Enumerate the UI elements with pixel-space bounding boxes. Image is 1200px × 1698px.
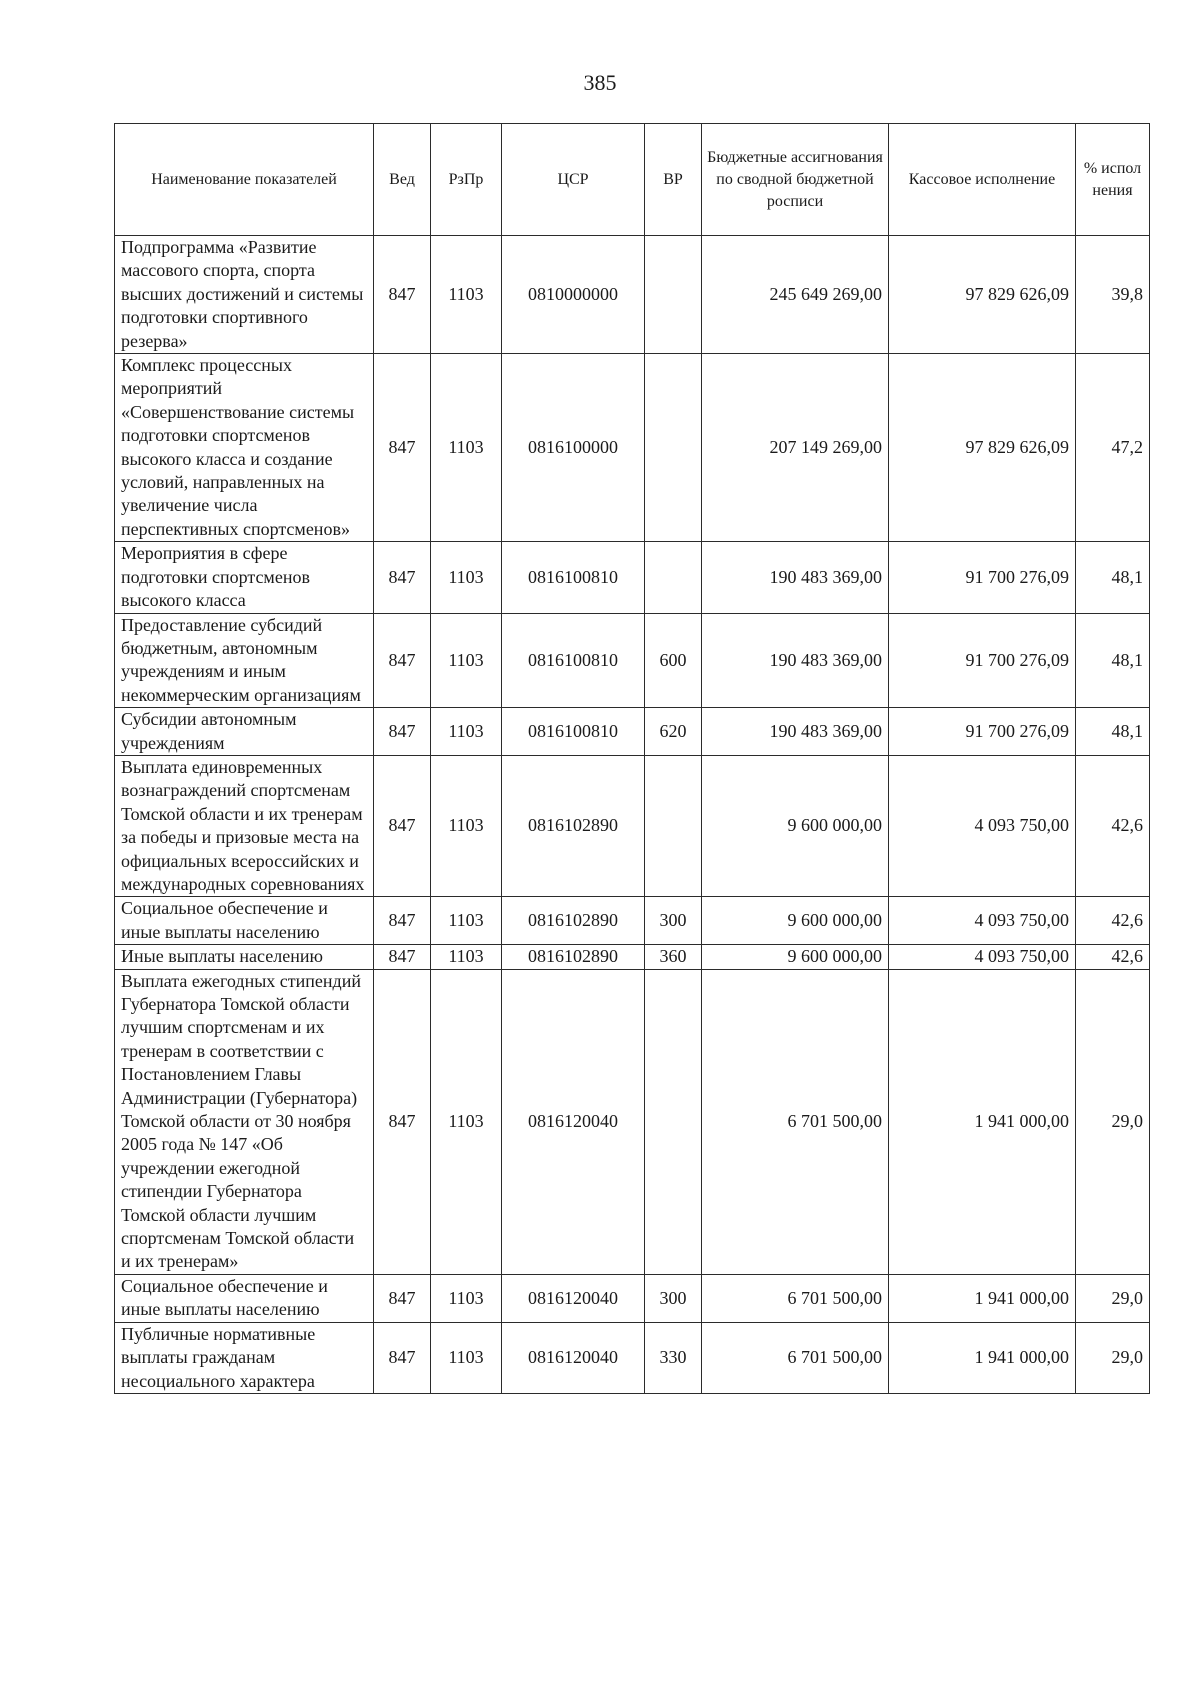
cell-vr [645, 755, 702, 896]
cell-csr: 0816100000 [502, 354, 645, 542]
table-header [115, 124, 1150, 236]
cell-ved: 847 [374, 1274, 431, 1322]
cell-budget: 6 701 500,00 [702, 969, 889, 1274]
cell-ved: 847 [374, 945, 431, 969]
cell-cash: 4 093 750,00 [889, 897, 1076, 945]
cell-rzpr: 1103 [431, 969, 502, 1274]
cell-csr: 0816100810 [502, 542, 645, 613]
table-row [115, 1274, 1150, 1322]
cell-cash: 4 093 750,00 [889, 755, 1076, 896]
table-body [115, 236, 1150, 1394]
cell-percent: 29,0 [1076, 1322, 1150, 1393]
cell-name: Подпрограмма «Развитие массового спорта, спорта высших достижений и системы подготовки спортивного резерва» [115, 236, 374, 354]
cell-csr: 0810000000 [502, 236, 645, 354]
cell-budget: 6 701 500,00 [702, 1274, 889, 1322]
cell-vr: 300 [645, 897, 702, 945]
cell-percent: 39,8 [1076, 236, 1150, 354]
cell-percent: 48,1 [1076, 708, 1150, 756]
table-row [115, 613, 1150, 708]
cell-cash: 1 941 000,00 [889, 1274, 1076, 1322]
table-row [115, 542, 1150, 613]
cell-rzpr: 1103 [431, 236, 502, 354]
cell-vr [645, 236, 702, 354]
cell-vr [645, 542, 702, 613]
cell-name: Публичные нормативные выплаты гражданам несоциального характера [115, 1322, 374, 1393]
cell-budget: 190 483 369,00 [702, 708, 889, 756]
cell-budget: 6 701 500,00 [702, 1322, 889, 1393]
cell-csr: 0816100810 [502, 613, 645, 708]
cell-rzpr: 1103 [431, 613, 502, 708]
cell-budget: 190 483 369,00 [702, 542, 889, 613]
cell-vr: 620 [645, 708, 702, 756]
cell-rzpr: 1103 [431, 755, 502, 896]
header-name: Наименование показателей [115, 124, 374, 236]
cell-percent: 29,0 [1076, 969, 1150, 1274]
cell-budget: 245 649 269,00 [702, 236, 889, 354]
cell-ved: 847 [374, 755, 431, 896]
cell-csr: 0816102890 [502, 755, 645, 896]
cell-cash: 97 829 626,09 [889, 354, 1076, 542]
cell-name: Социальное обеспечение и иные выплаты населению [115, 897, 374, 945]
cell-percent: 29,0 [1076, 1274, 1150, 1322]
cell-rzpr: 1103 [431, 1322, 502, 1393]
cell-ved: 847 [374, 354, 431, 542]
cell-ved: 847 [374, 236, 431, 354]
cell-budget: 9 600 000,00 [702, 945, 889, 969]
cell-vr [645, 969, 702, 1274]
cell-csr: 0816102890 [502, 897, 645, 945]
cell-name: Иные выплаты населению [115, 945, 374, 969]
cell-name: Мероприятия в сфере подготовки спортсменов высокого класса [115, 542, 374, 613]
cell-ved: 847 [374, 708, 431, 756]
cell-rzpr: 1103 [431, 897, 502, 945]
cell-budget: 9 600 000,00 [702, 755, 889, 896]
cell-cash: 97 829 626,09 [889, 236, 1076, 354]
table-row [115, 236, 1150, 354]
cell-csr: 0816102890 [502, 945, 645, 969]
cell-cash: 91 700 276,09 [889, 542, 1076, 613]
table-row [115, 897, 1150, 945]
header-percent: % испол нения [1076, 124, 1150, 236]
cell-name: Комплекс процессных мероприятий «Совершенствование системы подготовки спортсменов высокого класса и создание условий, направленных на увеличение числа перспективных спортсменов» [115, 354, 374, 542]
header-csr: ЦСР [502, 124, 645, 236]
cell-percent: 42,6 [1076, 897, 1150, 945]
cell-cash: 4 093 750,00 [889, 945, 1076, 969]
cell-rzpr: 1103 [431, 708, 502, 756]
cell-rzpr: 1103 [431, 1274, 502, 1322]
cell-rzpr: 1103 [431, 354, 502, 542]
cell-vr: 600 [645, 613, 702, 708]
header-budget: Бюджетные ассигнования по сводной бюджетной росписи [702, 124, 889, 236]
cell-ved: 847 [374, 1322, 431, 1393]
cell-name: Социальное обеспечение и иные выплаты населению [115, 1274, 374, 1322]
cell-percent: 48,1 [1076, 613, 1150, 708]
cell-cash: 91 700 276,09 [889, 613, 1076, 708]
cell-cash: 1 941 000,00 [889, 1322, 1076, 1393]
cell-rzpr: 1103 [431, 542, 502, 613]
cell-ved: 847 [374, 613, 431, 708]
table-row [115, 708, 1150, 756]
table-row [115, 354, 1150, 542]
cell-percent: 48,1 [1076, 542, 1150, 613]
cell-name: Предоставление субсидий бюджетным, автономным учреждениям и иным некоммерческим организациям [115, 613, 374, 708]
table-row [115, 1322, 1150, 1393]
cell-cash: 91 700 276,09 [889, 708, 1076, 756]
cell-percent: 47,2 [1076, 354, 1150, 542]
cell-vr [645, 354, 702, 542]
cell-csr: 0816100810 [502, 708, 645, 756]
cell-vr: 330 [645, 1322, 702, 1393]
table-row [115, 969, 1150, 1274]
cell-rzpr: 1103 [431, 945, 502, 969]
cell-percent: 42,6 [1076, 945, 1150, 969]
header-rzpr: РзПр [431, 124, 502, 236]
cell-budget: 207 149 269,00 [702, 354, 889, 542]
cell-csr: 0816120040 [502, 1322, 645, 1393]
cell-percent: 42,6 [1076, 755, 1150, 896]
header-cash: Кассовое исполнение [889, 124, 1076, 236]
cell-csr: 0816120040 [502, 969, 645, 1274]
cell-cash: 1 941 000,00 [889, 969, 1076, 1274]
cell-name: Субсидии автономным учреждениям [115, 708, 374, 756]
cell-vr: 360 [645, 945, 702, 969]
cell-csr: 0816120040 [502, 1274, 645, 1322]
table-row [115, 945, 1150, 969]
header-ved: Вед [374, 124, 431, 236]
cell-budget: 9 600 000,00 [702, 897, 889, 945]
cell-name: Выплата единовременных вознаграждений спортсменам Томской области и их тренерам за победы и призовые места на официальных всероссийских и международных соревнованиях [115, 755, 374, 896]
cell-vr: 300 [645, 1274, 702, 1322]
cell-budget: 190 483 369,00 [702, 613, 889, 708]
cell-name: Выплата ежегодных стипендий Губернатора Томской области лучшим спортсменам и их тренерам в соответствии с Постановлением Главы Администрации (Губернатора) Томской области от 30 ноября 2005 года № 147 «Об учреждении ежегодной стипендии Губернатора Томской области лучшим спортсменам Томской области и их тренерам» [115, 969, 374, 1274]
table-row [115, 755, 1150, 896]
cell-ved: 847 [374, 542, 431, 613]
cell-ved: 847 [374, 969, 431, 1274]
header-vr: ВР [645, 124, 702, 236]
budget-table [114, 123, 1150, 1394]
page-number: 385 [583, 70, 617, 95]
cell-ved: 847 [374, 897, 431, 945]
